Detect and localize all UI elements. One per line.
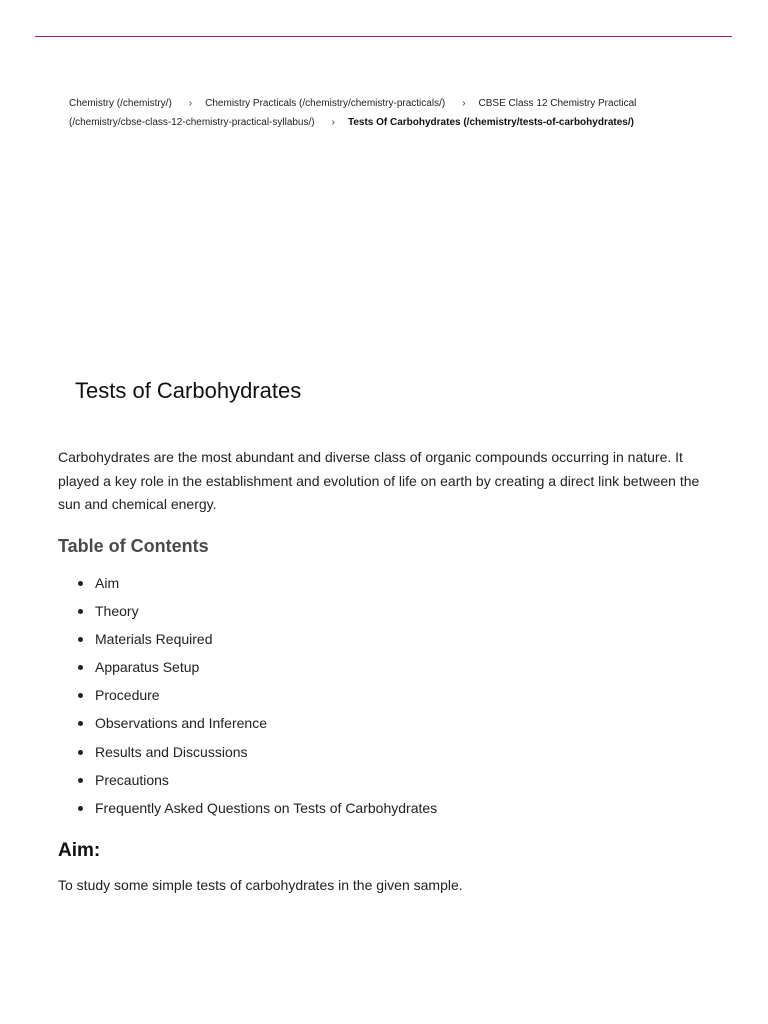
breadcrumb (69, 94, 699, 132)
breadcrumb-link-chemistry-practicals[interactable]: Chemistry Practicals (/chemistry/chemistry-practicals/) (205, 98, 446, 109)
toc-item-label: Frequently Asked Questions on Tests of Carbohydrates (95, 799, 438, 816)
toc-item-label: Observations and Inference (95, 715, 267, 732)
bullet-icon (78, 778, 83, 783)
toc-item-label: Precautions (95, 771, 169, 788)
bullet-icon (78, 750, 83, 755)
toc-item-label: Apparatus Setup (95, 659, 200, 676)
bullet-icon (78, 665, 83, 670)
toc-item-observations[interactable] (58, 712, 437, 740)
aim-heading: Aim: (58, 840, 101, 861)
toc-item-theory[interactable] (58, 600, 437, 628)
breadcrumb-current-page[interactable]: Tests Of Carbohydrates (/chemistry/tests-of-carbohydrates/) (347, 117, 634, 128)
toc-item-label: Results and Discussions (95, 743, 248, 760)
toc-item-label: Procedure (95, 687, 160, 704)
toc-item-label: Aim (95, 575, 120, 591)
toc-item-label: Materials Required (95, 631, 213, 648)
toc-item-apparatus-setup[interactable] (58, 656, 437, 684)
bullet-icon (78, 637, 83, 642)
bullet-icon (78, 806, 83, 811)
header-divider (35, 36, 732, 37)
toc-heading: Table of Contents (58, 536, 209, 556)
toc-item-aim[interactable] (58, 572, 437, 600)
breadcrumb-separator-icon: › (188, 98, 193, 109)
breadcrumb-separator-icon: › (462, 98, 466, 109)
aim-text: To study some simple tests of carbohydrates in the given sample. (58, 877, 463, 893)
bullet-icon (78, 693, 83, 698)
breadcrumb-link-chemistry[interactable]: Chemistry (/chemistry/) (69, 98, 172, 109)
toc-item-materials-required[interactable] (58, 628, 437, 656)
bullet-icon (78, 609, 83, 614)
toc-list (58, 572, 437, 825)
toc-item-results[interactable] (58, 741, 437, 769)
page-title: Tests of Carbohydrates (75, 378, 302, 403)
toc-item-precautions[interactable] (58, 769, 437, 797)
breadcrumb-separator-icon: › (331, 117, 335, 128)
toc-item-label: Theory (95, 603, 139, 620)
intro-paragraph: Carbohydrates are the most abundant and diverse class of organic compounds occurring in nature. It played a key role in the establishment and evolution of life on earth by creating a direct link between the sun and chemical energy. (58, 449, 700, 512)
bullet-icon (78, 721, 83, 726)
bullet-icon (78, 581, 83, 586)
toc-item-procedure[interactable] (58, 684, 437, 712)
toc-item-faq[interactable] (58, 797, 437, 825)
breadcrumb-link-cbse-class-12[interactable]: CBSE Class 12 Chemistry Practical (/chemistry/cbse-class-12-chemistry-practical-syllabus/) (69, 98, 637, 128)
